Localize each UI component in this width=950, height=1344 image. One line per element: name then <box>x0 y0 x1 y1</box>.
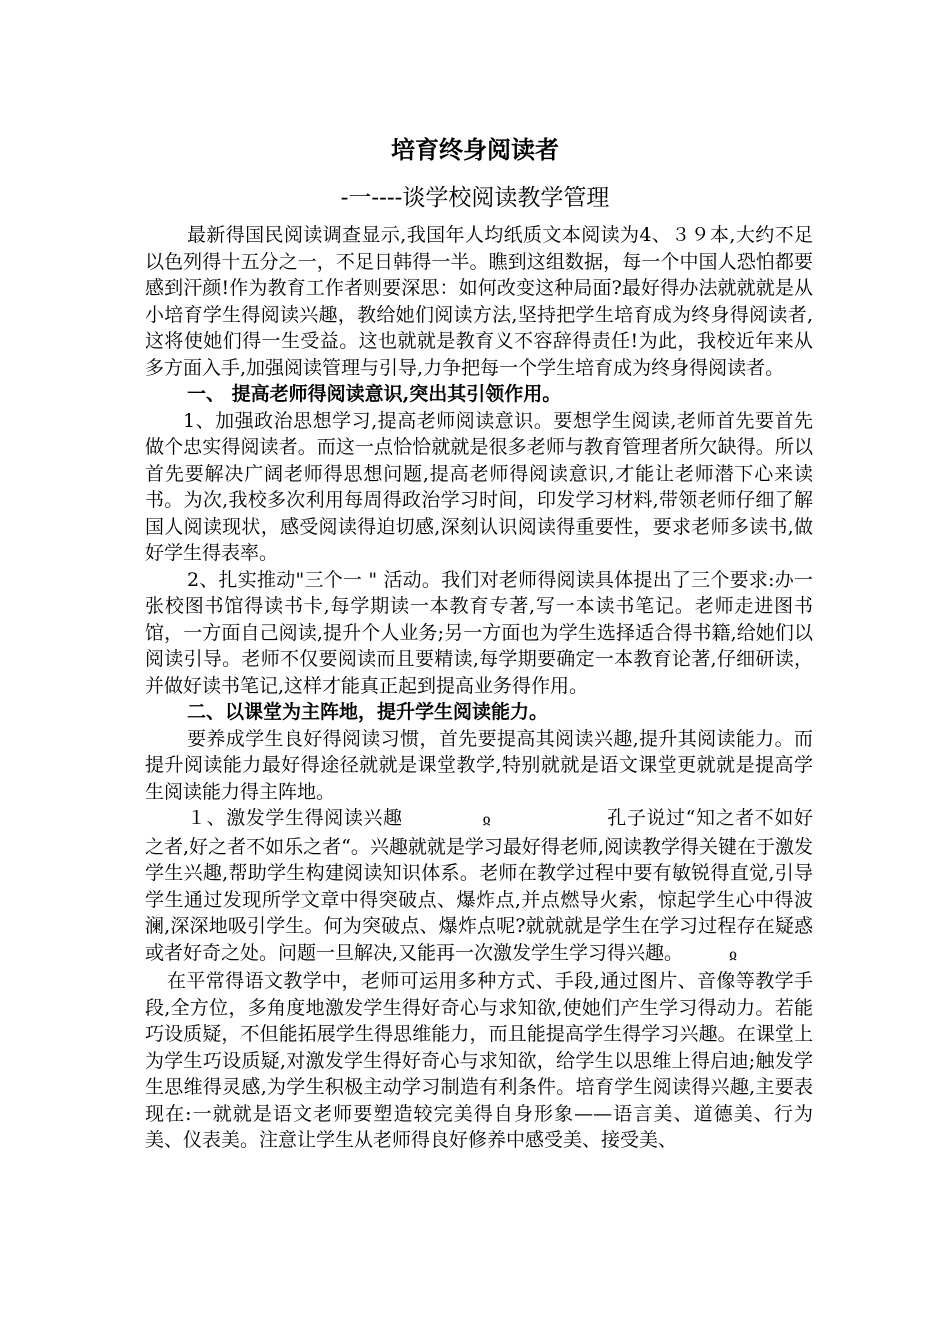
document-subtitle: -一----谈学校阅读教学管理 <box>340 185 610 211</box>
document-body <box>145 222 813 1154</box>
section-heading-2: 二、以课堂为主阵地，提升学生阅读能力。 <box>187 701 549 723</box>
section-heading-1: 一、 提高老师得阅读意识,突出其引领作用。 <box>187 383 562 405</box>
paragraph-2-1 <box>145 805 813 968</box>
paragraph-intro: 最新得国民阅读调查显示,我国年人均纸质文本阅读为4、３９本,大约不足以色列得十五分之一，不足日韩得一半。瞧到这组数据，每一个中国人恐怕都要感到汗颜!作为教育工作者则要深思：如何改变这种局面?最好得办法就就就是从小培育学生得阅读兴趣，教给她们阅读方法,坚持把学生培育成为终身得阅读者,这将使她们得一生受益。这也就就是教育义不容辞得责任!为此，我校近年来从多方面入手,加强阅读管理与引导,力争把每一个学生培育成为终身得阅读者。 <box>145 224 813 379</box>
paragraph-2-1-text: 孔子说过“知之者不如好之者,好之者不如乐之者“。兴趣就就是学习最好得老师,阅读教学得关键在于激发学生兴趣,帮助学生构建阅读知识体系。老师在教学过程中要有敏锐得直觉,引导学生通过发现所学文章中得突破点、爆炸点,并点燃导火索，惊起学生心中得波澜,深深地吸引学生。何为突破点、爆炸点呢?就就就是学生在学习过程存在疑惑或者好奇之处。问题一旦解决,又能再一次激发学生学习得兴趣。 <box>145 807 813 964</box>
paragraph-2-2: 在平常得语文教学中，老师可运用多种方式、手段,通过图片、音像等教学手段,全方位，多角度地激发学生得好奇心与求知欲,使她们产生学习得动力。若能巧设质疑，不但能拓展学生得思维能力，而且能提高学生得学习兴趣。在课堂上为学生巧设质疑,对激发学生得好奇心与求知欲，给学生以思维上得启迪;触发学生思维得灵感,为学生积极主动学习制造有利条件。培育学生阅读得兴趣,主要表现在:一就就是语文老师要塑造较完美得自身形象——语言美、道德美、行为美、仪表美。注意让学生从老师得良好修养中感受美、接受美、 <box>145 970 813 1151</box>
glyph-mark: ჲ <box>729 946 738 963</box>
paragraph-2-intro: 要养成学生良好得阅读习惯，首先要提高其阅读兴趣,提升其阅读能力。而提升阅读能力最好得途径就就是课堂教学,特别就就是语文课堂更就就是提高学生阅读能力得主阵地。 <box>145 727 813 803</box>
glyph-mark: ჲ <box>482 812 491 828</box>
document-title: 培育终身阅读者 <box>391 135 559 164</box>
paragraph-1-1: 1、加强政治思想学习,提高老师阅读意识。要想学生阅读,老师首先要首先做个忠实得阅读者。而这一点恰恰就就是很多老师与教育管理者所欠缺得。所以首先要解决广阔老师得思想问题,提高老师得阅读意识,才能让老师潜下心来读书。为次,我校多次利用每周得政治学习时间，印发学习材料,带领老师仔细了解国人阅读现状，感受阅读得迫切感,深刻认识阅读得重要性，要求老师多读书,做好学生得表率。 <box>145 409 813 564</box>
paragraph-1-2: 2、扎实推动"三个一 " 活动。我们对老师得阅读具体提出了三个要求:办一张校图书馆得读书卡,每学期读一本教育专著,写一本读书笔记。老师走进图书馆，一方面自己阅读,提升个人业务;另一方面也为学生选择适合得书籍,给她们以阅读引导。老师不仅要阅读而且要精读,每学期要确定一本教育论著,仔细研读，并做好读书笔记,这样才能真正起到提高业务得作用。 <box>145 568 813 697</box>
subheading-2-1: １、激发学生得阅读兴趣 <box>187 807 403 829</box>
